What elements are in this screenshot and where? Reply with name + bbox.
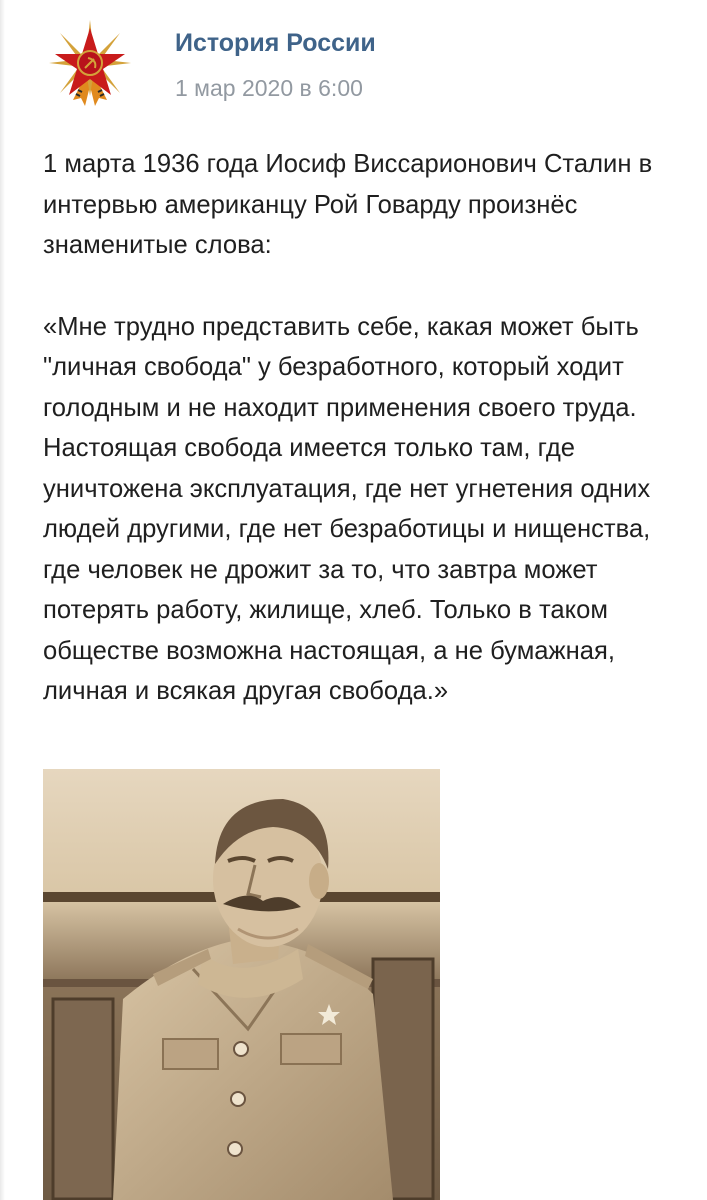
post-text [43, 144, 693, 712]
post-date[interactable]: 1 мар 2020 в 6:00 [175, 75, 363, 101]
post-paragraph-quote: «Мне трудно представить себе, какая может быть "личная свобода" у безработного, который ходит голодным и не находит применения своего труда. Настоящая свобода имеется только там, где уничтожена эксплуатация, где нет угнетения одних людей другими, где нет безработицы и нищенства, где человек не дрожит за то, что завтра может потерять работу, жилище, хлеб. Только в таком обществе возможна настоящая, а не бумажная, личная и всякая другая свобода.» [43, 312, 651, 705]
community-avatar[interactable] [45, 18, 135, 108]
post-header [0, 0, 707, 120]
community-name-link[interactable]: История России [175, 29, 376, 57]
order-star-icon [45, 18, 135, 108]
screen-edge-shadow [0, 0, 5, 1200]
portrait-photo [43, 769, 440, 1200]
post-photo[interactable] [43, 769, 440, 1200]
post-paragraph-intro: 1 марта 1936 года Иосиф Виссарионович Сталин в интервью американцу Рой Говарду произнёс знаменитые слова: [43, 150, 653, 259]
